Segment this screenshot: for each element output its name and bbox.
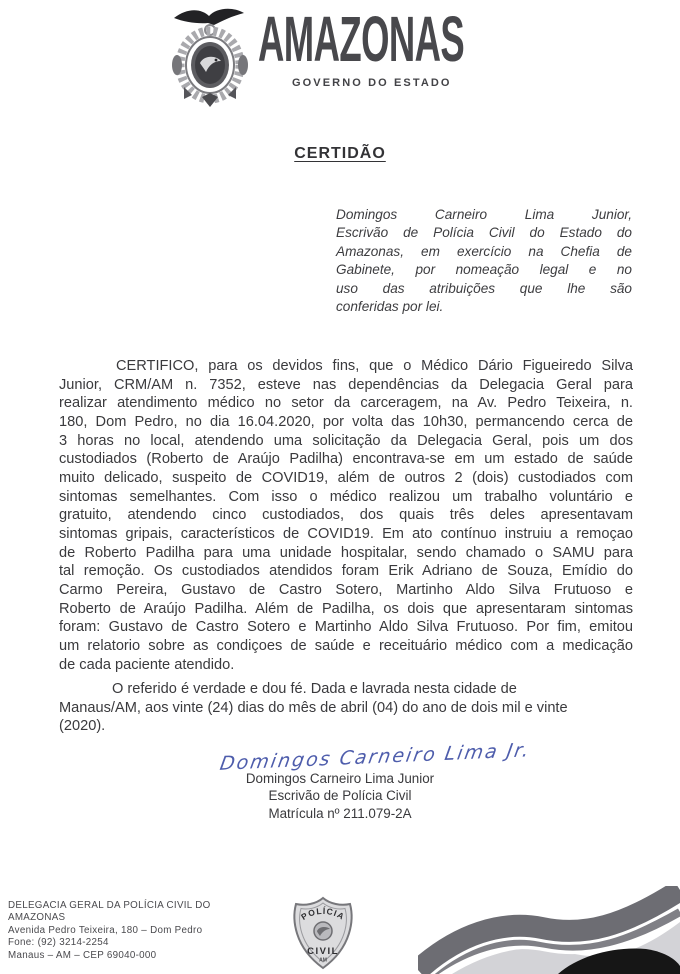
- body-line: Manaus/AM, aos vinte (24) dias do mês de abril (04) do ano de dois mil e vinte: [59, 699, 568, 716]
- handwritten-signature: Domingos Carneiro Lima Jr.: [218, 739, 533, 775]
- amazonas-coat-of-arms-icon: [164, 3, 256, 107]
- preamble-line: Escrivão de Polícia Civil do Estado do: [336, 225, 632, 241]
- body-line: 180, Dom Pedro, no dia 16.04.2020, por volta das 10h30, permancendo cerca de: [59, 413, 633, 430]
- badge-top-label: POLÍCIA: [299, 905, 347, 922]
- body-line: O referido é verdade e dou fé. Dada e lavrada nesta cidade de: [112, 681, 517, 698]
- wave-decoration: [418, 886, 680, 974]
- body-line: gratuito, atendendo cinco custodiados, dos quais três deles apresentavam: [59, 507, 633, 524]
- policia-civil-badge-icon: [286, 895, 360, 971]
- preamble-line: Domingos Carneiro Lima Junior,: [336, 207, 632, 222]
- signatory-name: Domingos Carneiro Lima Junior: [245, 771, 435, 786]
- body-line: muito delicado, suspeito de COVID19, além de outros 2 (dois) custodiados com: [59, 469, 633, 486]
- body-line: foram: Gustavo de Castro Sotero e Martinho Aldo Silva Frutuoso. Por fim, emitou: [59, 619, 633, 636]
- badge-state-label: AM: [319, 957, 327, 964]
- preamble-block: [336, 206, 632, 316]
- footer-address: Avenida Pedro Teixeira, 180 – Dom Pedro: [8, 924, 203, 936]
- signatory-registration: Matrícula nº 211.079-2A: [268, 805, 412, 821]
- body-line: de cada paciente atendido.: [59, 656, 235, 673]
- body-line: tal remoção. Os custodiados atendidos foram Erik Adriano de Souza, Emídio do: [59, 563, 633, 580]
- body-line: Carmo Pereira, Gustavo de Castro Sotero, Martinho Aldo Silva Frutuoso e: [59, 581, 633, 598]
- body-line: um relatorio sobre as condiçoes de saúde e receituário médico com a medicação: [59, 637, 633, 654]
- body-line: Roberto de Araújo Padilha. Além de Padilha, os dois que apresentaram sintomas: [59, 600, 633, 617]
- preamble-line: conferidas por lei.: [336, 299, 444, 315]
- body-line: de Roberto Padilha para uma unidade hospitalar, sendo chamado o SAMU para: [59, 544, 633, 561]
- certificate-body: [59, 357, 633, 736]
- body-paragraph-1: [59, 357, 633, 674]
- badge-bottom-label: CIVIL: [307, 946, 339, 957]
- preamble-line: uso das atribuições que lhe são: [336, 280, 632, 296]
- body-line: Junior, CRM/AM n. 7352, esteve nas dependências da Delegacia Geral para: [59, 376, 633, 393]
- body-line: CERTIFICO, para os devidos fins, que o Médico Dário Figueiredo Silva: [116, 358, 633, 374]
- brand-tagline: GOVERNO DO ESTADO: [292, 77, 452, 89]
- signatory-role: Escrivão de Polícia Civil: [268, 788, 412, 804]
- footer-org-line1: DELEGACIA GERAL DA POLÍCIA CIVIL DO: [8, 900, 211, 911]
- document-title: CERTIDÃO: [294, 145, 386, 162]
- signature-block: [0, 770, 680, 822]
- footer-phone: Fone: (92) 3214-2254: [8, 937, 109, 949]
- footer-city: Manaus – AM – CEP 69040-000: [8, 949, 157, 961]
- footer-org-line2: AMAZONAS: [8, 912, 66, 924]
- body-paragraph-2: [59, 680, 633, 736]
- brand-name: AMAZONAS: [258, 3, 465, 75]
- body-line: sintomas semelhantes. Com isso o médico realizou um trabalho voluntário e: [59, 488, 633, 505]
- preamble-line: Amazonas, em exercício na Chefia de: [336, 243, 632, 259]
- preamble-line: Gabinete, por nomeação legal e no: [336, 262, 632, 278]
- body-line: custodiados (Roberto de Araújo Padilha) encontrava-se em um estado de saúde: [59, 451, 633, 468]
- body-line: (2020).: [59, 718, 106, 735]
- body-line: 3 horas no local, atendendo uma solicitação da Delegacia Geral, pois um dos: [59, 432, 633, 449]
- body-line: realizar atendimento médico no setor da carceragem, na Av. Pedro Teixeira, n.: [59, 395, 633, 412]
- footer-contact-info: [8, 900, 211, 962]
- body-line: sintomas gripais, característicos de COVID19. Em ato contínuo instruiu a remoçao: [59, 525, 633, 542]
